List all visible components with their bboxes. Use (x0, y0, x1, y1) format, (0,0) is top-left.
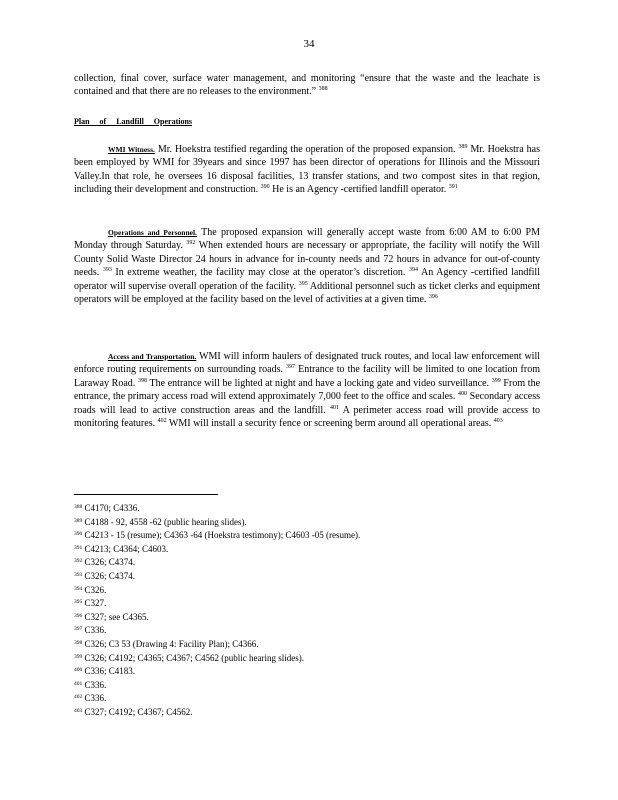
paragraph-text: A perimeter access road will provide access to monitoring features. (74, 404, 541, 430)
footnote-number: 401 (74, 680, 83, 687)
footnote-item (74, 679, 360, 693)
footnote-item (74, 516, 360, 530)
paragraph-access-transportation (74, 350, 540, 430)
paragraph-text: He is an Agency -certified landfill operator. (269, 184, 449, 196)
footnote-ref: 393 (102, 267, 112, 274)
footnote-text: C326; C4192; C4365; C4367; C4562 (public hearing slides). (82, 652, 304, 663)
footnote-item (74, 543, 360, 557)
footnote-text: C336. (82, 625, 107, 636)
paragraph-text: Secondary access roads will lead to active construction areas and the landfill. (74, 391, 540, 416)
footnote-number: 396 (74, 612, 83, 619)
footnote-number: 403 (74, 707, 83, 714)
footnote-ref: 400 (458, 391, 468, 398)
paragraph-lead-heading: Access and Transportation. (108, 352, 197, 361)
footnote-text: C336. (82, 693, 107, 704)
intro-text: collection, final cover, surface water management, and monitoring “ensure that the waste and the leachate is contained and that there are no releases to the environment.” (74, 73, 540, 97)
footnote-item (74, 624, 360, 638)
footnote-item (74, 706, 360, 720)
paragraph-text: WMI will inform haulers of designated truck routes, and local law enforcement will enforce routing requirements on surrounding roads. (74, 351, 541, 376)
footnote-item (74, 502, 360, 516)
footnote-ref: 389 (458, 144, 468, 150)
footnote-number: 388 (74, 504, 83, 510)
footnote-number: 402 (74, 694, 83, 701)
footnote-text: C4213 - 15 (resume); C4363 -64 (Hoekstra testimony); C4603 -05 (resume). (82, 530, 361, 541)
footnote-ref: 402 (157, 418, 167, 425)
footnote-ref: 403 (493, 418, 503, 425)
paragraph-text: Additional personnel such as ticket clerks and equipment operators will be employed at the facility based on the level of activities at a given time. (74, 280, 541, 306)
footnote-number: 395 (74, 599, 83, 606)
footnote-item (74, 597, 360, 611)
footnote-item (74, 584, 360, 598)
paragraph-text: In extreme weather, the facility may close at the operator’s discretion. (111, 267, 409, 279)
footnote-number: 393 (74, 571, 83, 578)
footnote-item (74, 529, 360, 543)
footnote-number: 397 (74, 626, 83, 633)
footnote-ref: 399 (491, 377, 501, 384)
footnote-text: C326; C3 53 (Drawing 4: Facility Plan); C4366. (82, 638, 259, 649)
footnote-ref: 388 (318, 86, 328, 92)
footnote-ref: 401 (329, 404, 339, 411)
footnote-text: C4188 - 92, 4558 -62 (public hearing slides). (82, 516, 247, 527)
footnote-number: 390 (74, 531, 83, 538)
footnote-item (74, 665, 360, 679)
footnote-number: 394 (74, 585, 83, 592)
footnotes-list (74, 502, 360, 720)
paragraph-text: Mr. Hoekstra has been employed by WMI for 39years and since 1997 has been director of operations for Illinois and the Missouri Valley.In that role, he oversees 16 disposal facilities, 13 transfer stations, and two compost sites in that region, including their development and construction. (74, 144, 540, 196)
footnote-text: C4213; C4364; C4603. (82, 543, 169, 554)
paragraph-lead-heading: Operations and Personnel. (108, 228, 197, 237)
footnote-item (74, 556, 360, 570)
footnote-text: C326. (82, 584, 107, 595)
paragraph-text: The proposed expansion will generally accept waste from 6:00 AM to 6:00 PM Monday through Saturday. (74, 227, 541, 252)
footnote-number: 398 (74, 639, 83, 646)
footnote-text: C336. (82, 679, 107, 690)
footnote-number: 400 (74, 667, 83, 674)
footnote-divider (74, 494, 218, 495)
footnote-item (74, 692, 360, 706)
footnote-number: 392 (74, 558, 83, 565)
paragraph-wmi-witness (74, 143, 540, 197)
intro-paragraph (74, 72, 540, 98)
paragraph-text: WMI will install a security fence or screening berm around all operational areas. (166, 418, 494, 430)
footnote-ref: 390 (260, 184, 270, 191)
footnote-ref: 395 (298, 280, 308, 287)
footnote-item (74, 611, 360, 625)
paragraph-text: Mr. Hoekstra testified regarding the operation of the proposed expansion. (154, 144, 459, 155)
paragraph-text: The entrance will be lighted at night and have a locking gate and video surveillance. (146, 377, 492, 389)
footnote-text: C336; C4183. (82, 666, 136, 677)
footnote-text: C4170; C4336. (82, 503, 140, 513)
footnote-ref: 394 (408, 267, 418, 274)
section-heading: Plan of Landfill Operations (74, 117, 193, 126)
paragraph-text: Entrance to the facility will be limited to one location from Laraway Road. (74, 364, 540, 389)
footnote-ref: 398 (137, 377, 147, 384)
footnote-ref: 396 (428, 294, 438, 301)
footnote-item (74, 652, 360, 666)
footnote-text: C326; C4374. (82, 557, 136, 568)
footnote-ref: 391 (448, 184, 458, 191)
footnote-number: 391 (74, 544, 83, 551)
footnote-text: C327. (82, 598, 107, 609)
footnote-item (74, 570, 360, 584)
paragraph-operations-personnel (74, 226, 540, 306)
footnote-text: C327; see C4365. (82, 611, 149, 622)
paragraph-lead-heading: WMI Witness. (108, 145, 155, 154)
paragraph-text: From the entrance, the primary access road will extend approximately 7,000 feet to the office and scales. (74, 377, 541, 403)
footnote-ref: 397 (286, 364, 296, 371)
footnote-text: C327; C4192; C4367; C4562. (82, 706, 193, 717)
paragraph-text: An Agency -certified landfill operator will supervise overall operation of the facility. (74, 267, 540, 292)
footnote-number: 389 (74, 517, 83, 524)
footnote-ref: 392 (186, 240, 196, 247)
footnote-number: 399 (74, 653, 83, 660)
footnote-text: C326; C4374. (82, 570, 136, 581)
paragraph-text: When extended hours are necessary or appropriate, the facility will notify the Will County Solid Waste Director 24 hours in advance for in-county needs and 72 hours in advance for out-of-county needs. (74, 240, 540, 279)
page-number: 34 (303, 38, 315, 50)
footnote-item (74, 638, 360, 652)
